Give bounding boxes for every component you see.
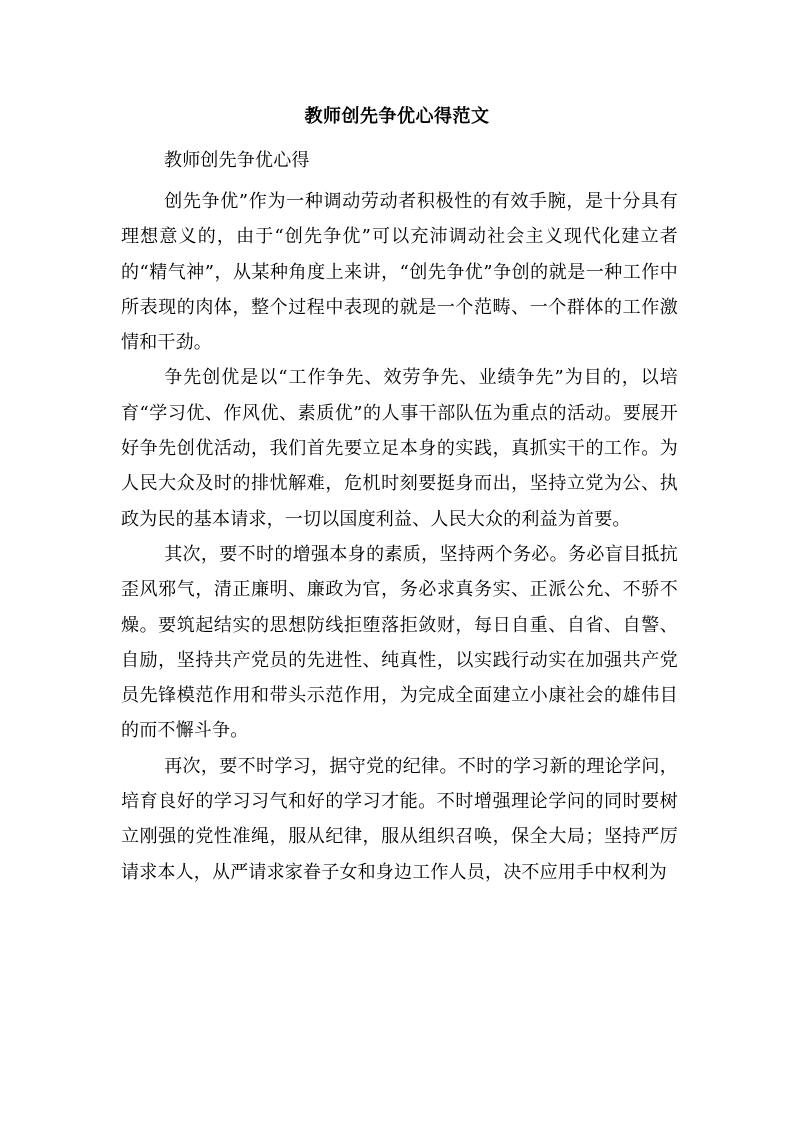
paragraph-3: 其次，要不时的增强本身的素质，坚持两个务必。务必盲目抵抗歪风邪气，清正廉明、廉政为官，务必求真务实、正派公允、不骄不燥。要筑起结实的思想防线拒堕落拒敛财，每日自重、自省、自警、自励，坚持共产党员的先进性、纯真性，以实践行动实在加强共产党员先锋模范作用和带头示范作用，为完成全面建立小康社会的雄伟目的而不懈斗争。: [121, 543, 678, 742]
document-body: [121, 184, 678, 890]
document-title: 教师创先争优心得范文: [304, 106, 490, 127]
document-subtitle: 教师创先争优心得: [164, 150, 310, 171]
paragraph-4: 再次，要不时学习，据守党的纪律。不时的学习新的理论学问，培育良好的学习习气和好的学习才能。不时增强理论学问的同时要树立刚强的党性准绳，服从纪律，服从组织召唤，保全大局；坚持严厉请求本人，从严请求家眷子女和身边工作人员，决不应用手中权利为: [121, 755, 678, 883]
paragraph-2: 争先创优是以“工作争先、效劳争先、业绩争先”为目的，以培育“学习优、作风优、素质优”的人事干部队伍为重点的活动。要展开好争先创优活动，我们首先要立足本身的实践，真抓实干的工作。为人民大众及时的排忧解难，危机时刻要挺身而出，坚持立党为公、执政为民的基本请求，一切以国度利益、人民大众的利益为首要。: [121, 367, 678, 530]
paragraph-1: 创先争优”作为一种调动劳动者积极性的有效手腕，是十分具有理想意义的，由于“创先争优”可以充沛调动社会主义现代化建立者的“精气神”，从某种角度上来讲，“创先争优”争创的就是一种工作中所表现的肉体，整个过程中表现的就是一个范畴、一个群体的工作激情和干劲。: [121, 191, 678, 354]
